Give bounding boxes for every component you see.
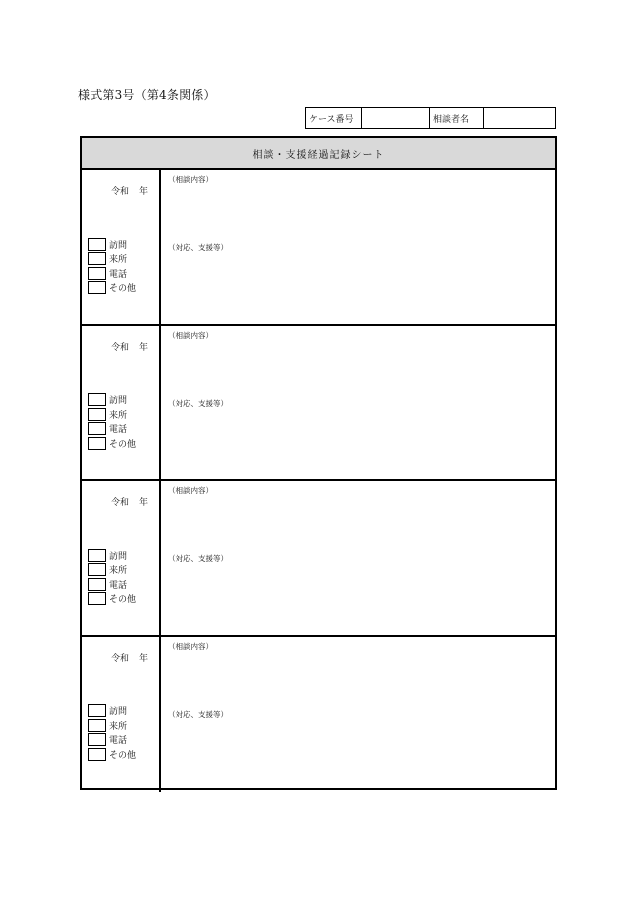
consultation-content-label: （相談内容） <box>168 641 213 651</box>
record-entry <box>82 481 555 637</box>
entry-meta-column <box>82 326 161 480</box>
checkbox-visit[interactable] <box>88 238 106 251</box>
option-label: その他 <box>109 284 137 295</box>
option-label: その他 <box>109 750 137 761</box>
checkbox-phone[interactable] <box>88 267 106 280</box>
record-entry <box>82 637 555 793</box>
checkbox-visit[interactable] <box>88 393 106 406</box>
option-label: 来所 <box>109 410 128 421</box>
case-info-table <box>305 107 556 129</box>
entry-meta-column <box>82 481 161 635</box>
option-label: 訪問 <box>109 551 128 562</box>
client-name-label: 相談者名 <box>430 108 484 128</box>
contact-method-options <box>88 237 136 295</box>
year-label: 年 <box>139 653 149 664</box>
contact-method-options <box>88 548 136 606</box>
era-label: 令和 <box>111 187 130 197</box>
checkbox-other[interactable] <box>88 281 106 294</box>
checkbox-office-visit[interactable] <box>88 563 106 576</box>
client-name-field[interactable] <box>484 108 555 128</box>
consultation-content-label: （相談内容） <box>168 330 213 340</box>
response-support-label: （対応、支援等） <box>168 554 228 563</box>
year-label: 年 <box>139 187 149 197</box>
consultation-content-label: （相談内容） <box>168 175 213 184</box>
checkbox-visit[interactable] <box>88 549 106 562</box>
consultation-content-label: （相談内容） <box>168 486 213 495</box>
option-label: その他 <box>109 595 137 606</box>
option-label: 電話 <box>109 425 128 436</box>
checkbox-office-visit[interactable] <box>88 719 106 732</box>
sheet-title: 相談・支援経過記録シート <box>82 138 555 170</box>
option-label: 来所 <box>109 255 128 266</box>
option-label: 来所 <box>109 721 128 732</box>
response-support-label: （対応、支援等） <box>168 243 228 252</box>
checkbox-office-visit[interactable] <box>88 252 106 265</box>
option-label: 電話 <box>109 580 128 591</box>
option-label: 電話 <box>109 736 128 747</box>
record-entry <box>82 326 555 482</box>
option-label: 電話 <box>109 269 128 280</box>
record-sheet <box>80 136 557 790</box>
checkbox-phone[interactable] <box>88 422 106 435</box>
checkbox-phone[interactable] <box>88 578 106 591</box>
checkbox-other[interactable] <box>88 437 106 450</box>
response-support-label: （対応、支援等） <box>168 709 228 719</box>
date-field[interactable] <box>111 495 148 508</box>
checkbox-other[interactable] <box>88 592 106 605</box>
contact-method-options <box>88 704 136 762</box>
response-support-label: （対応、支援等） <box>168 398 228 408</box>
date-field[interactable] <box>111 184 148 197</box>
checkbox-office-visit[interactable] <box>88 408 106 421</box>
era-label: 令和 <box>111 342 130 353</box>
year-label: 年 <box>139 498 149 508</box>
option-label: 訪問 <box>109 396 128 407</box>
contact-method-options <box>88 393 136 451</box>
year-label: 年 <box>139 342 149 353</box>
option-label: 訪問 <box>109 707 128 718</box>
checkbox-visit[interactable] <box>88 704 106 717</box>
form-title: 様式第3号（第4条関係） <box>78 88 216 102</box>
era-label: 令和 <box>111 498 130 508</box>
date-field[interactable] <box>111 340 148 353</box>
option-label: その他 <box>109 439 137 450</box>
entry-meta-column <box>82 170 161 324</box>
option-label: 訪問 <box>109 240 128 251</box>
checkbox-phone[interactable] <box>88 733 106 746</box>
option-label: 来所 <box>109 566 128 577</box>
case-number-label: ケース番号 <box>306 108 362 128</box>
case-number-field[interactable] <box>362 108 430 128</box>
record-entry <box>82 170 555 326</box>
date-field[interactable] <box>111 651 148 664</box>
checkbox-other[interactable] <box>88 748 106 761</box>
entry-meta-column <box>82 637 161 793</box>
era-label: 令和 <box>111 653 130 664</box>
